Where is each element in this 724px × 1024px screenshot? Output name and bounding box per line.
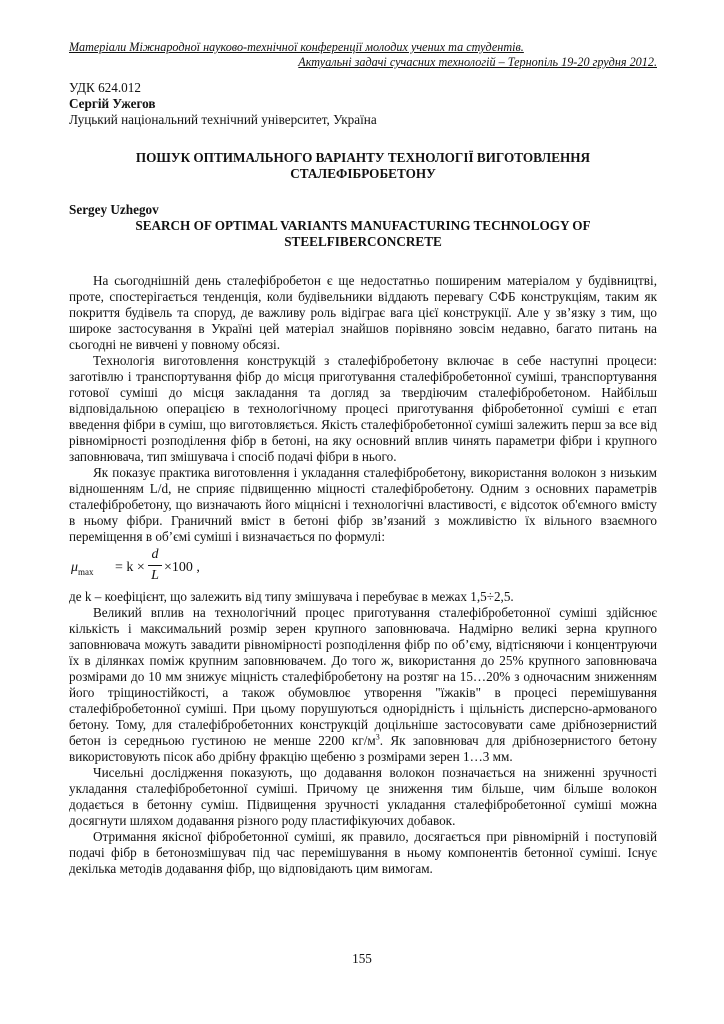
paragraph-5-part-a: Великий вплив на технологічний процес приготування сталефібробетонної суміші здійснює кількість і максимальний розмір зерен крупного заповнювача. Надмірно великі зерна крупного заповнювача можуть завадити рівномірності розподілення фібр по об’єму, відтісняючи і концентруючи їх в ділянках поміж крупним заповнювачем. До того ж, використання до 25% крупного заповнювача розмірами до 10 мм знижує міцність сталефібробетону на розтяг на 15…20% з одночасним зниженням його тріщиностійкості, а також обумовлює утворення "їжаків" в процесі перемішування сталефібробетонної суміші. При цьому порушуються однорідність і щільність дисперсно-армованого бетону. Тому, для сталефібробетонних конструкцій доцільніше застосовувати саме дрібнозернистий бетон із середньою густиною не менше 2200 кг/м [69, 605, 657, 748]
formula-denominator: L [151, 568, 159, 583]
formula-fraction [148, 547, 162, 584]
paragraph-5 [69, 605, 657, 765]
title-en [69, 218, 657, 250]
paragraph-1: На сьогоднішній день сталефібробетон є ще недостатньо поширеним матеріалом у будівництві, проте, спостерігається тенденція, коли будівельники віддають перевагу СФБ конструкціям, таким як покриття будівель та споруд, де важливу роль відіграє вага цієї конструкції. Але у зв’язку з тим, що широке застосування в Україні цей матеріал знайшов порівняно зовсім недавно, багато питань на сьогодні не вивчені у повному обсязі. [69, 273, 657, 352]
page [69, 40, 657, 877]
paragraph-6: Чисельні дослідження показують, що додавання волокон позначається на зниженні зручності укладання сталефібробетонної суміші. Причому це зниження тим більше, чим більше волокон додається в бетонну суміш. Підвищення зручності укладання сталефібробетонної суміші можна досягнути шляхом додавання різного роду пластифікуючих добавок. [69, 765, 657, 828]
paragraph-4: де k – коефіцієнт, що залежить від типу змішувача і перебуває в межах 1,5÷2,5. [69, 589, 514, 604]
paragraph-5-part-b: . Як заповнювач для дрібнозернистого бетону використовують пісок або дрібну фракцію щебеню з розмірами зерен 1…3 мм. [69, 733, 657, 764]
paragraph-2: Технологія виготовлення конструкцій з сталефібробетону включає в себе наступні процеси: заготівлю і транспортування фібр до місця приготування сталефібробетонної суміші, транспортування готової суміші до місця закладання та догляд за твердіючим сталефібробетоном. Найбільш відповідальною операцією в технологічному процесі приготування фібробетонної суміші є етап введення фібри в суміш, що виготовляється. Якість сталефібробетонної суміші залежить перш за все від рівномірності розподілення фібр в бетоні, на яку основний вплив чинять параметри фібри і крупного заповнювача, тип змішувача і спосіб подачі фібри в нього. [69, 353, 657, 464]
formula-numerator: d [151, 547, 159, 562]
formula-sub: max [78, 566, 94, 577]
formula-mu: μ [71, 560, 79, 575]
conference-header-line2: Актуальні задачі сучасних технологій – Тернопіль 19-20 грудня 2012. [298, 55, 657, 69]
page-number: 155 [352, 951, 372, 966]
title-en-line1: SEARCH OF OPTIMAL VARIANTS MANUFACTURING TECHNOLOGY OF [135, 218, 591, 233]
formula-eq: = k × [115, 560, 145, 575]
title-en-line2: STEELFIBERCONCRETE [284, 234, 442, 249]
author-uk: Сергій Ужегов [69, 96, 156, 111]
title-uk-line2: СТАЛЕФІБРОБЕТОНУ [290, 166, 436, 181]
paragraph-7: Отримання якісної фібробетонної суміші, як правило, досягається при рівномірній і поступовій подачі фібр в бетонозмішувач під час перемішування в ньому компонентів бетонної суміші. Існує декілька методів додавання фібр, що відповідають цим вимогам. [69, 829, 657, 876]
udk-code: УДК 624.012 [69, 80, 141, 95]
author-en: Sergey Uzhegov [69, 202, 159, 217]
title-uk-line1: ПОШУК ОПТИМАЛЬНОГО ВАРІАНТУ ТЕХНОЛОГІЇ ВИГОТОВЛЕННЯ [135, 150, 591, 165]
formula-rest: ×100 , [164, 560, 200, 575]
formula-lhs [71, 560, 94, 580]
formula [69, 547, 657, 587]
conference-header-line1: Матеріали Міжнародної науково-технічної конференції молодих учених та студентів. [69, 40, 524, 54]
fraction-bar [148, 565, 162, 566]
affiliation: Луцький національний технічний університет, Україна [69, 112, 377, 127]
article-body [69, 273, 657, 877]
title-uk [69, 150, 657, 182]
paragraph-3: Як показує практика виготовлення і укладання сталефібробетону, використання волокон з низьким відношенням L/d, не сприяє підвищенню міцності сталефібробетону. Одним з основних параметрів сталефібробетону, що визначають його міцнісні і технологічні властивості, є відсоток об'ємного вмісту в ньому фібри. Граничний вміст в бетоні фібр зв’язаний з можливістю їх вільного взаємного переміщення в об’ємі суміші і визначається по формулі: [69, 465, 657, 544]
superscript-3: 3 [375, 732, 380, 742]
